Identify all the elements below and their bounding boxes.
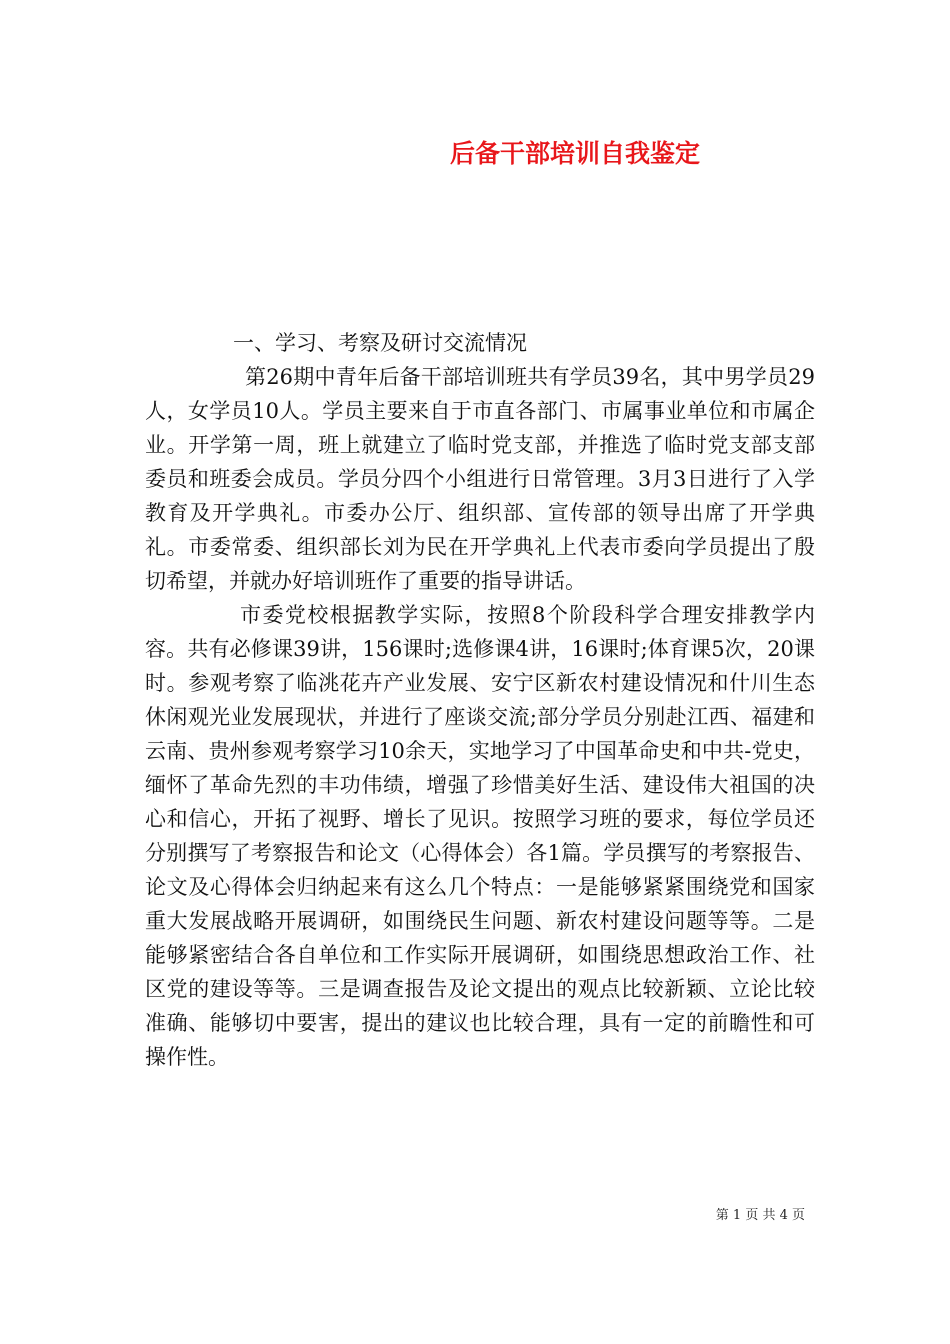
document-title-text: 后备干部培训自我鉴定 xyxy=(449,139,700,168)
document-title xyxy=(0,134,950,170)
paragraph-1: 第26期中青年后备干部培训班共有学员39名，其中男学员29人，女学员10人。学员主要来自于市直各部门、市属事业单位和市属企业。开学第一周，班上就建立了临时党支部，并推选了临时党支部支部委员和班委会成员。学员分四个小组进行日常管理。3月3日进行了入学教育及开学典礼。市委办公厅、组织部、宣传部的领导出席了开学典礼。市委常委、组织部长刘为民在开学典礼上代表市委向学员提出了殷切希望，并就办好培训班作了重要的指导讲话。 xyxy=(145,365,815,593)
paragraph-2: 市委党校根据教学实际，按照8个阶段科学合理安排教学内容。共有必修课39讲，156课时;选修课4讲，16课时;体育课5次，20课时。参观考察了临洮花卉产业发展、安宁区新农村建设情况和什川生态休闲观光业发展现状，并进行了座谈交流;部分学员分别赴江西、福建和云南、贵州参观考察学习10余天，实地学习了中国革命史和中共-党史，缅怀了革命先烈的丰功伟绩，增强了珍惜美好生活、建设伟大祖国的决心和信心，开拓了视野、增长了见识。按照学习班的要求，每位学员还分别撰写了考察报告和论文（心得体会）各1篇。学员撰写的考察报告、论文及心得体会归纳起来有这么几个特点：一是能够紧紧围绕党和国家重大发展战略开展调研，如围绕民生问题、新农村建设问题等等。二是能够紧密结合各自单位和工作实际开展调研，如围绕思想政治工作、社区党的建设等等。三是调查报告及论文提出的观点比较新颖、立论比较准确、能够切中要害，提出的建议也比较合理，具有一定的前瞻性和可操作性。 xyxy=(145,603,815,1069)
document-body xyxy=(145,326,815,1074)
page-number: 第 1 页 共 4 页 xyxy=(715,1208,805,1223)
section-heading: 一、学习、考察及研讨交流情况 xyxy=(233,331,527,355)
